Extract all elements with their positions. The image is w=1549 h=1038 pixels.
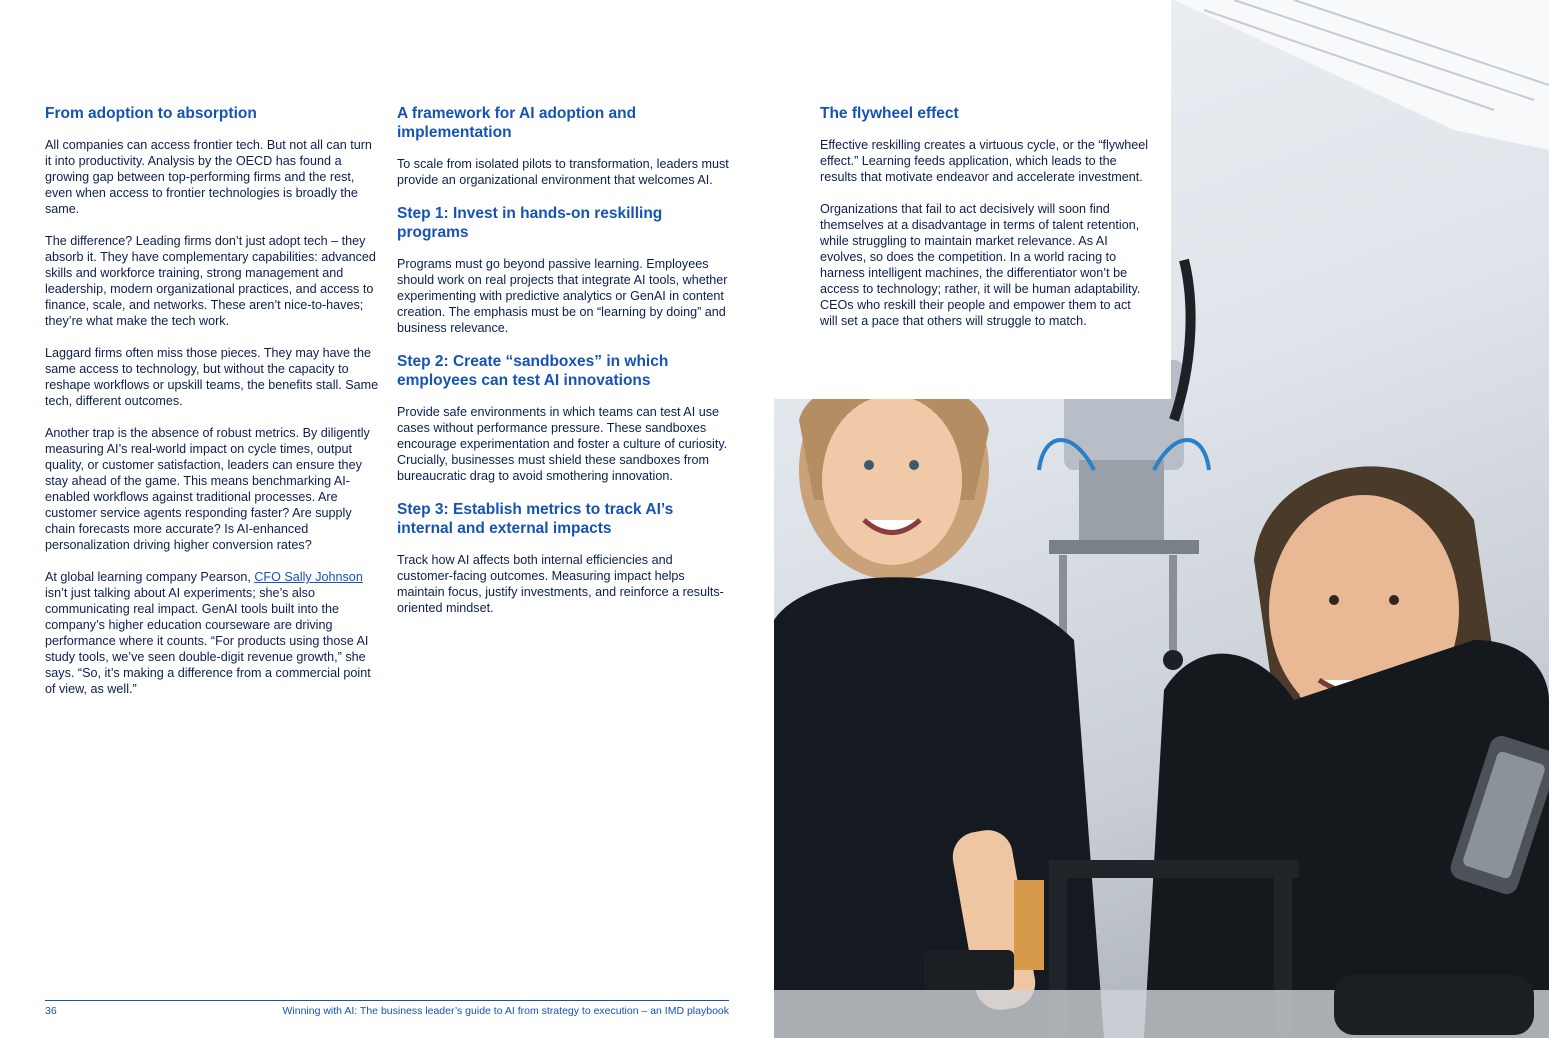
heading-step-1: Step 1: Invest in hands-on reskilling programs [397,205,663,241]
column-adoption-absorption [45,104,380,713]
paragraph-text: At global learning company Pearson, [45,570,255,584]
paragraph: Effective reskilling creates a virtuous cycle, or the “flywheel effect.” Learning feeds application, which leads to the results that motivate endeavor and accelerate investment. [820,138,1149,184]
paragraph: To scale from isolated pilots to transformation, leaders must provide an organizational environment that welcomes AI. [397,157,729,187]
column-framework [397,104,732,632]
link-cfo-sally-johnson[interactable]: CFO Sally Johnson [254,570,363,584]
heading-adoption-absorption: From adoption to absorption [45,105,257,122]
footer-publication-title: Winning with AI: The business leader’s guide to AI from strategy to execution – an IMD playbook [282,1005,729,1017]
paragraph: Laggard firms often miss those pieces. They may have the same access to technology, but without the capacity to reshape workflows or upskill teams, the benefits stall. Same tech, different outcomes. [45,346,379,408]
paragraph: Organizations that fail to act decisively will soon find themselves at a disadvantage in terms of talent retention, while struggling to maintain market relevance. As AI evolves, so does the competition. In a world racing to harness intelligent machines, the differentiator won’t be access to technology; rather, it will be human adaptability. CEOs who reskill their people and empower them to act will set a pace that others will struggle to match. [820,202,1141,328]
footer-divider [45,1000,729,1001]
paragraph: The difference? Leading firms don’t just adopt tech – they absorb it. They have complementary capabilities: advanced skills and workforce training, strong management and leadership, modern organizational practices, and access to finance, scale, and networks. These aren’t nice-to-haves; they’re what make the tech work. [45,234,376,328]
paragraph: Track how AI affects both internal efficiencies and customer-facing outcomes. Measuring impact helps maintain focus, justify investments, and reinforce a results-oriented mindset. [397,553,724,615]
paragraph: Another trap is the absence of robust metrics. By diligently measuring AI’s real-world impact on cycle times, output quality, or customer satisfaction, leaders can ensure they stay ahead of the game. This means benchmarking AI-enabled workflows against traditional processes. Are customer service agents responding faster? Are supply chain forecasts more accurate? Is AI-enhanced personalization driving higher conversion rates? [45,426,370,552]
column-flywheel [820,104,1150,345]
paragraph-text: isn’t just talking about AI experiments; she’s also communicating real impact. GenAI tools built into the company’s higher education courseware are driving performance where it counts. “For products using those AI study tools, we’ve seen double-digit revenue growth,” she says. “So, it’s making a difference from a commercial point of view, as well.” [45,586,371,696]
paragraph: Provide safe environments in which teams can test AI use cases without performance pressure. These sandboxes encourage experimentation and foster a culture of curiosity. Crucially, businesses must shield these sandboxes from bureaucratic drag to avoid smothering innovation. [397,405,728,483]
heading-step-3: Step 3: Establish metrics to track AI’s internal and external impacts [397,501,674,537]
paragraph-pearson [45,569,380,697]
heading-flywheel: The flywheel effect [820,105,959,122]
page-number: 36 [45,1005,57,1017]
heading-framework: A framework for AI adoption and implementation [397,105,637,141]
heading-step-2: Step 2: Create “sandboxes” in which employees can test AI innovations [397,353,669,389]
paragraph: Programs must go beyond passive learning. Employees should work on real projects that integrate AI tools, whether experimenting with predictive analytics or GenAI in content creation. The emphasis must be on “learning by doing” and business relevance. [397,257,728,335]
paragraph: All companies can access frontier tech. But not all can turn it into productivity. Analysis by the OECD has found a growing gap between top-performing firms and the rest, even when access to frontier technologies is broadly the same. [45,138,372,216]
